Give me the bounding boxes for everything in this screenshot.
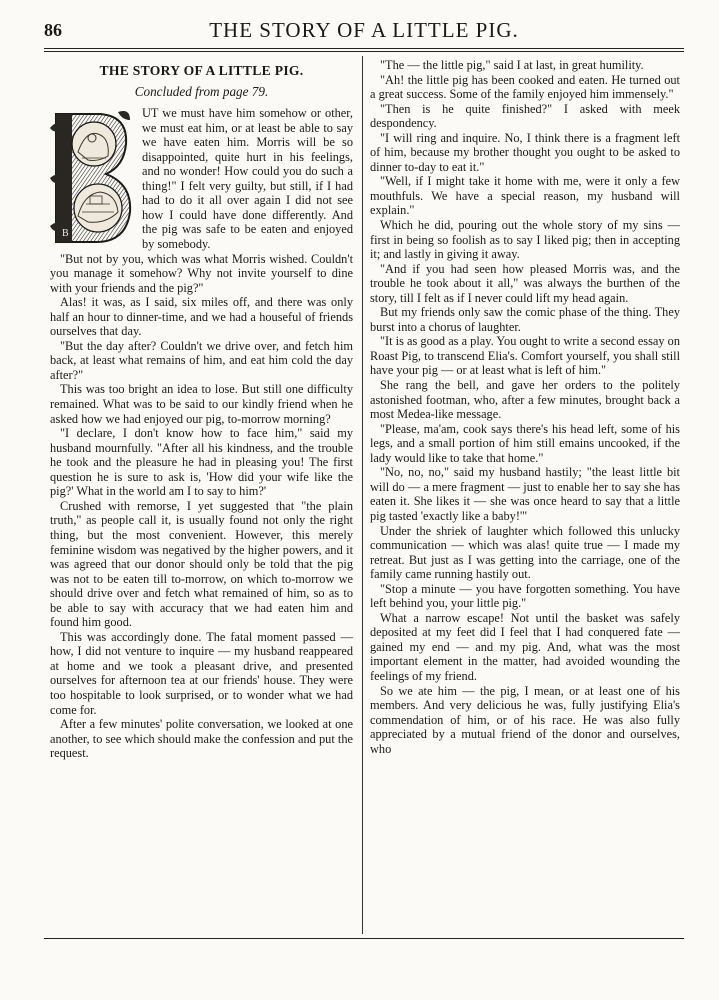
paragraph: UT we must have him somehow or other, we must eat him, or at least be able to say we have eaten him. Morris will be so disappointed, quite hurt in his feelings, and no wonder! How could you do such a thing!" I felt very guilty, but still, if I had had to do it all over again I did not see how I could have done differently. And the pig was safe to be eaten and enjoyed by somebody. xyxy=(142,106,353,252)
drop-cap-letter: B xyxy=(62,228,69,240)
paragraph: What a narrow escape! Not until the basket was safely deposited at my feet did I feel that I had conquered fate — gained my end — and my pig. And, what was the most important element in the matter, had avoided wounding the feelings of my friend. xyxy=(370,610,680,683)
page-number: 86 xyxy=(44,20,62,40)
paragraph: This was too bright an idea to lose. But still one difficulty remained. What was to be said to our kindly friend when he asked how we had enjoyed our pig, to-morrow morning? xyxy=(50,382,353,426)
paragraph: But my friends only saw the comic phase of the thing. They burst into a chorus of laughter. xyxy=(370,305,680,334)
paragraph: "Please, ma'am, cook says there's his head left, some of his legs, and a small portion of him still emains uncooked, if the lady would like to take that home." xyxy=(370,421,680,465)
paragraph: "And if you had seen how pleased Morris was, and the trouble he took about it all," was always the burthen of the story, till I felt as if I never could lift my head again. xyxy=(370,261,680,305)
paragraph: She rang the bell, and gave her orders to the politely astonished footman, who, after a few minutes, brought back a most Medea-like message. xyxy=(370,378,680,422)
paragraph: "The — the little pig," said I at last, in great humility. xyxy=(380,58,644,72)
header-rule xyxy=(44,48,684,49)
paragraph: "But the day after? Couldn't we drive over, and fetch him back, at least what remains of him, and eat him cold the day after?" xyxy=(50,338,353,382)
header-rule-thin xyxy=(44,51,684,52)
right-column xyxy=(370,58,680,756)
paragraph: "Stop a minute — you have forgotten something. You have left behind you, your little pig." xyxy=(370,581,680,611)
paragraph: "I declare, I don't know how to face him," said my husband mournfully. "After all his kindness, and the trouble he took and the pleasure he had in pleasing you! The first question he is sure to ask is, 'How did your wife like the pig?' What in the world am I to say to him?' xyxy=(50,426,353,499)
drop-cap-b-icon xyxy=(48,108,134,248)
paragraph: Under the shriek of laughter which followed this unlucky communication — which was alas! quite true — I made my retreat. But just as I was getting into the carriage, one of the family came running hastily out. xyxy=(370,523,680,582)
paragraph: Alas! it was, as I said, six miles off, and there was only half an hour to dinner-time, and we had a houseful of friends ourselves that day. xyxy=(50,295,353,339)
running-title: THE STORY OF A LITTLE PIG. xyxy=(209,18,519,42)
column-divider xyxy=(362,56,363,934)
paragraph: "Ah! the little pig has been cooked and eaten. He turned out a great success. Some of the family enjoyed him immensely." xyxy=(370,72,680,102)
paragraph: "It is as good as a play. You ought to write a second essay on Roast Pig, to transcend Elia's. Comfort yourself, you shall still have your pig — or at least what is left of him." xyxy=(370,334,680,378)
paragraph: "No, no, no," said my husband hastily; "the least little bit will do — a mere fragment — just to enable her to say she has eaten it. She likes it — she was once heard to say that a little pig tasted 'exactly like a baby!'" xyxy=(370,465,680,523)
page-header xyxy=(44,16,684,46)
paragraph: So we ate him — the pig, I mean, or at least one of his members. And very delicious he was, fully justifying Elia's commendation of him, or of his race. He was also fully appreciated by a mutual friend of the donor and ourselves, who xyxy=(370,683,680,756)
article-title: THE STORY OF A LITTLE PIG. xyxy=(99,63,304,78)
drop-cap-illustration xyxy=(48,108,134,248)
paragraph: "Then is he quite finished?" I asked with meek despondency. xyxy=(370,101,680,131)
left-column xyxy=(50,58,353,761)
paragraph: Crushed with remorse, I yet suggested that "the plain truth," as people call it, is usually found not only the right thing, but the most convenient. However, this merely feminine wisdom was negatived by the higher powers, and it was agreed that our donor should only be told that the pig was not to be eaten till to-morrow, on which to-morrow we should drive over and fetch what remained of him, so as to be able to say with accuracy that we had eaten him and found him good. xyxy=(50,498,353,630)
paragraph: After a few minutes' polite conversation, we looked at one another, to see which should make the confession and put the request. xyxy=(50,717,353,761)
paragraph: "But not by you, which was what Morris wished. Couldn't you manage it somehow? Why not invite yourself to dine with your friends and the pig?" xyxy=(50,251,353,295)
concluded-note: Concluded from page 79. xyxy=(134,83,269,99)
paragraph: This was accordingly done. The fatal moment passed — how, I did not venture to inquire — my husband reappeared at home and we took a pleasant drive, and presented ourselves for afternoon tea at our friends' house. They were too hospitable to look surprised, or to wonder what we had come for. xyxy=(50,629,353,717)
paragraph: "I will ring and inquire. No, I think there is a fragment left of him, because my brother thought you ought to be asked to dinner to-day to eat it." xyxy=(370,130,680,174)
paragraph: Which he did, pouring out the whole story of my sins — first in being so foolish as to say I liked pig; then in accepting it; and lastly in giving it away. xyxy=(370,218,680,262)
footer-rule xyxy=(44,938,684,939)
paragraph: "Well, if I might take it home with me, were it only a few mouthfuls. We have a special reason, my husband will explain." xyxy=(370,174,680,218)
